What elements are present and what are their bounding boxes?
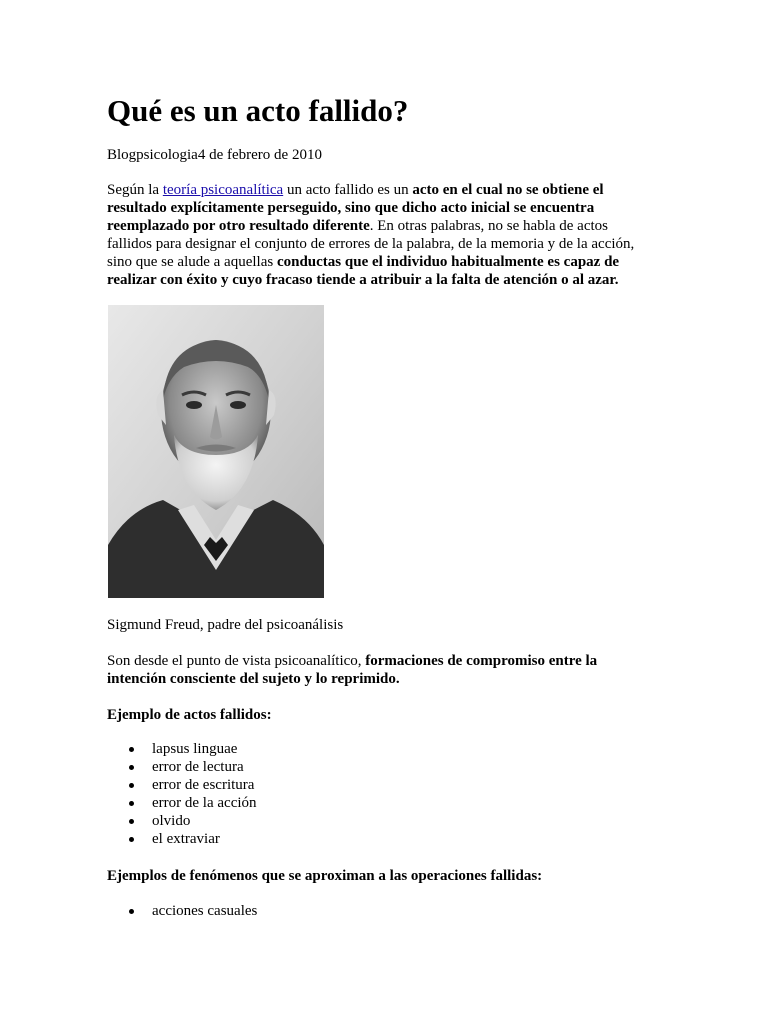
list-item <box>107 812 257 830</box>
compromise-text-1: Son desde el punto de vista psicoanalítico, <box>107 653 366 669</box>
bullet-icon <box>129 747 134 752</box>
list-item-label: acciones casuales <box>152 903 258 919</box>
intro-text-3: . En otras palabras, no se habla de actos fallidos para designar el conjunto de errores de la palabra, de la memoria y de la acción, sino que se alude a aquellas <box>107 218 635 270</box>
intro-bold-2: conductas que el individuo habitualmente es capaz de realizar con éxito y cuyo fracaso tiende a atribuir a la falta de atención o al azar. <box>107 254 620 288</box>
bullet-icon <box>129 909 134 914</box>
compromise-paragraph <box>107 652 652 688</box>
list-item <box>107 776 257 794</box>
examples-heading: Ejemplo de actos fallidos: <box>107 707 272 723</box>
bullet-icon <box>129 837 134 842</box>
phenomena-list <box>107 902 257 920</box>
compromise-bold-1: formaciones de compromiso entre la intención consciente del sujeto y lo reprimido. <box>107 653 598 687</box>
list-item-label: el extraviar <box>152 831 220 847</box>
phenomena-heading: Ejemplos de fenómenos que se aproximan a las operaciones fallidas: <box>107 868 543 884</box>
article-meta: Blogpsicologia4 de febrero de 2010 <box>107 147 322 163</box>
list-item-label: error de la acción <box>152 795 257 811</box>
teoria-psicoanalitica-link[interactable]: teoría psicoanalítica <box>162 182 284 198</box>
list-item <box>107 830 257 848</box>
intro-bold-1: acto en el cual no se obtiene el resultado explícitamente perseguido, sino que dicho acto inicial se encuentra reemplazado por otro resultado diferente <box>107 182 604 234</box>
list-item <box>107 902 257 920</box>
list-item-label: error de escritura <box>152 777 255 793</box>
examples-list <box>107 740 257 848</box>
intro-text-1: Según la <box>107 182 163 198</box>
bullet-icon <box>129 819 134 824</box>
list-item <box>107 758 257 776</box>
image-caption: Sigmund Freud, padre del psicoanálisis <box>107 617 344 633</box>
intro-paragraph <box>107 181 652 289</box>
list-item-label: olvido <box>152 813 191 829</box>
list-item-label: error de lectura <box>152 759 244 775</box>
bullet-icon <box>129 801 134 806</box>
list-item-label: lapsus linguae <box>152 741 238 757</box>
intro-text-2: un acto fallido es un <box>283 182 413 198</box>
list-item <box>107 794 257 812</box>
bullet-icon <box>129 783 134 788</box>
article-title: Qué es un acto fallido? <box>107 93 409 128</box>
bullet-icon <box>129 765 134 770</box>
freud-portrait-image <box>108 305 324 598</box>
list-item <box>107 740 257 758</box>
